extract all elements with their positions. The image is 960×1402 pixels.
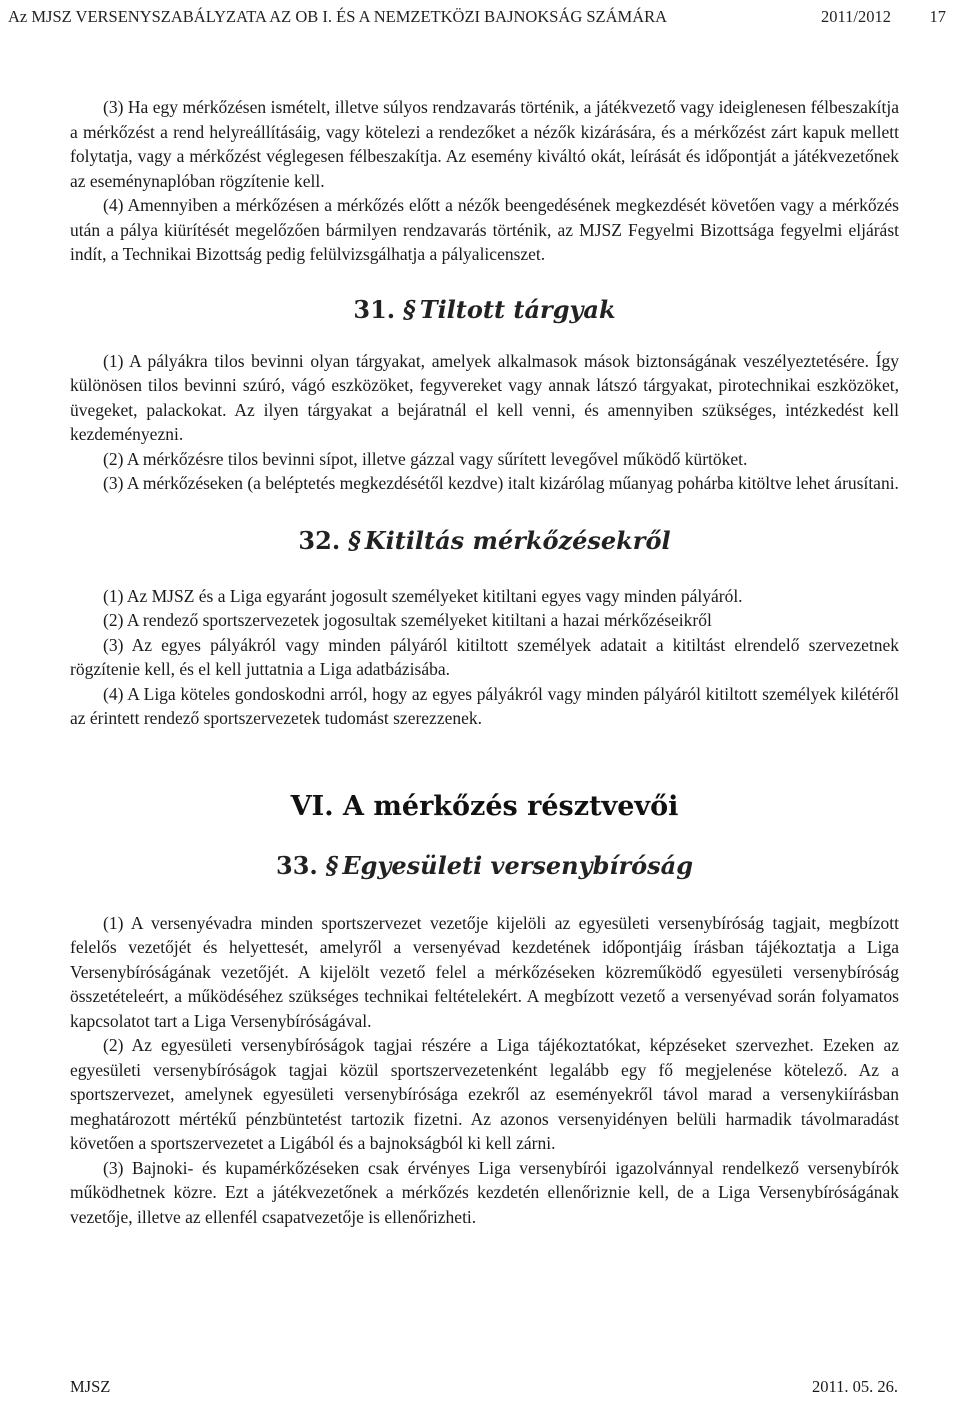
section-title: Tiltott tárgyak	[419, 294, 616, 324]
paragraph: (3) Ha egy mérkőzésen ismételt, illetve súlyos rendzavarás történik, a játékvezető vagy ideiglenesen félbeszakítja a mérkőzést a rend helyreállításáig, vagy kötelezi a rendezőket a nézők kizárására, és a mérkőzést zárt kapuk mellett folytatja, vagy a mérkőzést véglegesen félbeszakítja. Az esemény kiváltó okát, leírását és időpontját a játékvezetőnek az eseménynaplóban rögzítenie kell.	[70, 97, 899, 191]
section-heading-31	[70, 295, 899, 325]
paragraph: (4) A Liga köteles gondoskodni arról, hogy az egyes pályákról vagy minden pályáról kitiltott személyek kilétéről az érintett rendező sportszervezetek tudomást szerezzenek.	[70, 683, 899, 728]
paragraph: (2) A rendező sportszervezetek jogosultak személyeket kitiltani a hazai mérkőzéseikről	[103, 610, 712, 630]
header-season: 2011/2012	[821, 7, 891, 26]
section-sign-icon: §	[348, 525, 361, 555]
footer-date: 2011. 05. 26.	[811, 1377, 898, 1396]
document-body	[70, 95, 899, 1229]
paragraph: (1) A pályákra tilos bevinni olyan tárgyakat, amelyek alkalmasok mások biztonságának veszélyeztetésére. Így különösen tilos bevinni szúró, vágó eszközöket, fegyvereket vagy annak látszó tárgyakat, pirotechnikai eszközöket, üvegeket, palackokat. Az ilyen tárgyakat a bejáratnál el kell venni, és amennyiben szükséges, intézkedést kell kezdeményezni.	[70, 350, 899, 444]
paragraph: (3) Az egyes pályákról vagy minden pályáról kitiltott személyek adatait a kitiltást elrendelő szervezetnek rögzítenie kell, és el kell juttatnia a Liga adatbázisába.	[70, 634, 899, 679]
paragraph: (1) A versenyévadra minden sportszervezet vezetője kijelöli az egyesületi versenybíróság tagjait, megbízott felelős vezetőjét és helyettesét, amelyről a versenyévad kezdetének időpontjáig írásban tájékoztatja a Liga Versenybíróságának vezetőjét. A kijelölt vezető felel a mérkőzéseken közreműködő egyesületi versenybíróság összetételeért, a működéséhez szükséges technikai feltételekért. A megbízott vezető a versenyévad során folyamatos kapcsolatot tart a Liga Versenybíróságával.	[70, 912, 899, 1031]
section-sign-icon: §	[403, 294, 416, 324]
section-title: Kitiltás mérkőzésekről	[364, 525, 671, 555]
paragraph: (3) Bajnoki- és kupamérkőzéseken csak érvényes Liga versenybírói igazolvánnyal rendelkező versenybírók működhetnek közre. Ezt a játékvezetőnek a mérkőzés kezdetén ellenőriznie kell, de a Liga Versenybíróságának vezetője, illetve az ellenfél csapatvezetője is ellenőrizheti.	[70, 1157, 899, 1227]
footer-org: MJSZ	[70, 1377, 111, 1396]
section-heading-32	[70, 526, 899, 556]
page-footer	[70, 1376, 898, 1398]
section-number: 32.	[298, 525, 341, 555]
chapter-heading: VI. A mérkőzés résztvevői	[290, 790, 679, 822]
paragraph: (2) Az egyesületi versenybíróságok tagjai részére a Liga tájékoztatókat, képzéseket szervezhet. Ezeken az egyesületi versenybíróságok tagjai közül sportszervezetenként legalább egy fő megjelenése kötelező. Az a sportszervezet, amelynek egyesületi versenybírósága ezekről az eseményekről távol marad a versenykiírásban meghatározott mértékű pénzbüntetést tartozik fizetni. Az azonos versenyidényen belüli harmadik távolmaradást követően a sportszervezetet a Ligából és a bajnokságból ki kell zárni.	[70, 1035, 899, 1153]
header-page-number: 17	[929, 7, 946, 26]
paragraph: (3) A mérkőzéseken (a beléptetés megkezdésétől kezdve) italt kizárólag műanyag pohárba kitöltve lehet árusítani.	[103, 473, 899, 493]
section-number: 31.	[353, 294, 396, 324]
paragraph: (1) Az MJSZ és a Liga egyaránt jogosult személyeket kitiltani egyes vagy minden pályáról.	[103, 585, 743, 606]
paragraph: (4) Amennyiben a mérkőzésen a mérkőzés előtt a nézők beengedésének megkezdését követően vagy a mérkőzés után a pálya kiürítését megelőzően bármilyen rendzavarás történik, az MJSZ Fegyelmi Bizottsága fegyelmi eljárást indít, a Technikai Bizottság pedig felülvizsgálhatja a pályalicenszet.	[70, 195, 899, 264]
header-title: Az MJSZ VERSENYSZABÁLYZATA AZ OB I. ÉS A NEMZETKÖZI BAJNOKSÁG SZÁMÁRA	[8, 7, 668, 26]
section-heading-33	[70, 851, 899, 881]
paragraph: (2) A mérkőzésre tilos bevinni sípot, illetve gázzal vagy sűrített levegővel működő kürtöket.	[103, 448, 748, 469]
section-title: Egyesületi versenybíróság	[342, 850, 693, 880]
page-header	[8, 5, 952, 29]
section-number: 33.	[276, 850, 318, 880]
section-sign-icon: §	[325, 850, 339, 880]
